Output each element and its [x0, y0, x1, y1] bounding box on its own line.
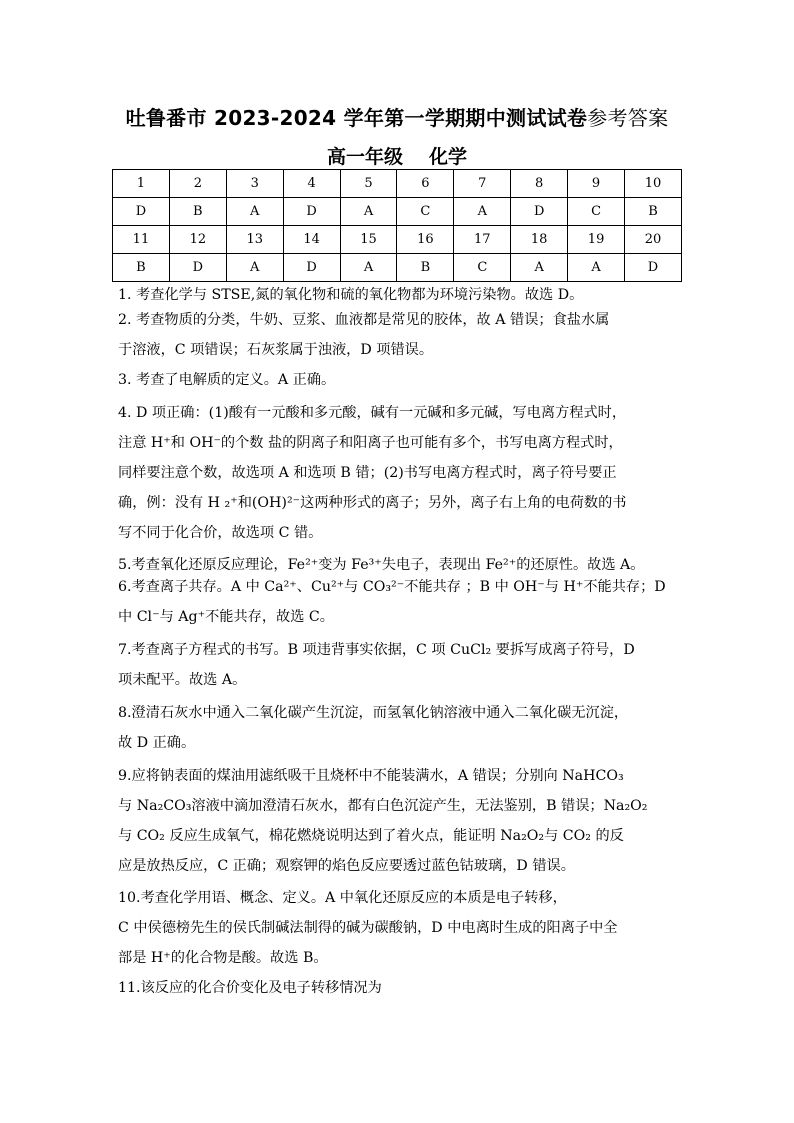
explanation-line: 故 D 正确。 — [118, 735, 196, 751]
question-number-cell: 5 — [340, 170, 397, 198]
explanation-line: 于溶液，C 项错误；石灰浆属于浊液，D 项错误。 — [118, 342, 434, 358]
title-suffix: 参考答案 — [587, 106, 669, 130]
explanation-line: 5.考查氧化还原反应理论，Fe²⁺变为 Fe³⁺失电子，表现出 Fe²⁺的还原性。故选 A。 — [118, 557, 645, 573]
question-number-cell: 14 — [283, 226, 340, 254]
grade-label: 高一年级 — [326, 146, 403, 168]
explanation-line: 7.考查离子方程式的书写。B 项违背事实依据，C 项 CuCl₂ 要拆写成离子符号，D — [118, 642, 635, 658]
question-number-cell: 11 — [113, 226, 170, 254]
explanation-q11 — [118, 973, 693, 1003]
answer-cell: C — [568, 198, 625, 226]
question-number-cell: 20 — [625, 226, 682, 254]
answer-cell: B — [169, 198, 226, 226]
explanation-line: 部是 H⁺的化合物是酸。故选 B。 — [118, 950, 328, 966]
explanation-q8 — [118, 698, 693, 758]
explanation-q10 — [118, 883, 693, 973]
question-number-cell: 16 — [397, 226, 454, 254]
answer-cell: D — [283, 198, 340, 226]
explanation-line: 4. D 项正确：(1)酸有一元酸和多元酸，碱有一元碱和多元碱，写电离方程式时， — [118, 405, 627, 421]
page-title — [0, 102, 794, 131]
question-number-row — [113, 170, 682, 198]
explanation-q3 — [118, 365, 693, 395]
page-subtitle — [0, 142, 794, 169]
question-number-cell: 12 — [169, 226, 226, 254]
explanation-line: 中 Cl⁻与 Ag⁺不能共存，故选 C。 — [118, 609, 334, 625]
question-number-cell: 7 — [454, 170, 511, 198]
question-number-cell: 9 — [568, 170, 625, 198]
answer-cell: B — [397, 254, 454, 282]
answer-table — [112, 169, 682, 282]
answer-cell: A — [226, 198, 283, 226]
explanation-line: 与 Na₂CO₃溶液中滴加澄清石灰水，都有白色沉淀产生，无法鉴别，B 错误；Na₂O₂ — [118, 798, 648, 814]
question-number-cell: 8 — [511, 170, 568, 198]
answer-cell: A — [340, 198, 397, 226]
question-number-cell: 18 — [511, 226, 568, 254]
explanation-line: 与 CO₂ 反应生成氧气，棉花燃烧说明达到了着火点，能证明 Na₂O₂与 CO₂ 的反 — [118, 828, 624, 844]
question-number-cell: 1 — [113, 170, 170, 198]
explanation-line: 写不同于化合价，故选项 C 错。 — [118, 525, 323, 541]
explanation-line: 3. 考查了电解质的定义。A 正确。 — [118, 372, 336, 388]
explanation-q1 — [118, 284, 693, 306]
question-number-cell: 4 — [283, 170, 340, 198]
question-number-cell: 10 — [625, 170, 682, 198]
question-number-cell: 13 — [226, 226, 283, 254]
answer-row — [113, 198, 682, 226]
answer-cell: A — [340, 254, 397, 282]
answer-row — [113, 254, 682, 282]
explanation-line: 2. 考查物质的分类，牛奶、豆浆、血液都是常见的胶体，故 A 错误；食盐水属 — [118, 312, 610, 328]
question-number-cell: 19 — [568, 226, 625, 254]
answer-cell: D — [113, 198, 170, 226]
answer-cell: D — [625, 254, 682, 282]
answer-cell: C — [454, 254, 511, 282]
question-number-cell: 17 — [454, 226, 511, 254]
answer-cell: D — [511, 198, 568, 226]
explanation-line: 项未配平。故选 A。 — [118, 672, 247, 688]
explanation-line: C 中侯德榜先生的侯氏制碱法制得的碱为碳酸钠，D 中电离时生成的阳离子中全 — [118, 920, 618, 936]
answer-cell: D — [169, 254, 226, 282]
answer-cell: A — [454, 198, 511, 226]
explanation-line: 应是放热反应，C 正确；观察钾的焰色反应要透过蓝色钴玻璃，D 错误。 — [118, 858, 575, 874]
explanation-q4 — [118, 398, 693, 548]
explanation-q2 — [118, 305, 693, 365]
answer-cell: B — [113, 254, 170, 282]
explanation-line: 6.考查离子共存。A 中 Ca²⁺、Cu²⁺与 CO₃²⁻不能共存 ；B 中 OH⁻与 H⁺不能共存；D — [118, 579, 666, 595]
explanations — [118, 284, 693, 1003]
subject-label: 化学 — [429, 146, 468, 168]
explanation-line: 同样要注意个数，故选项 A 和选项 B 错；(2)书写电离方程式时，离子符号要正 — [118, 465, 617, 481]
explanation-q7 — [118, 635, 693, 695]
answer-cell: A — [511, 254, 568, 282]
explanation-line: 8.澄清石灰水中通入二氧化碳产生沉淀，而氢氧化钠溶液中通入二氧化碳无沉淀， — [118, 705, 629, 721]
explanation-line: 9.应将钠表面的煤油用滤纸吸干且烧杯中不能装满水，A 错误；分别向 NaHCO₃ — [118, 768, 624, 784]
question-number-row — [113, 226, 682, 254]
explanation-q9 — [118, 761, 693, 881]
question-number-cell: 15 — [340, 226, 397, 254]
answer-cell: A — [568, 254, 625, 282]
explanation-line: 1. 考查化学与 STSE,氮的氧化物和硫的氧化物都为环境污染物。故选 D。 — [118, 287, 584, 303]
explanation-line: 确，例：没有 H ₂⁺和(OH)²⁻这两种形式的离子；另外，离子右上角的电荷数的书 — [118, 495, 627, 511]
question-number-cell: 3 — [226, 170, 283, 198]
answer-cell: D — [283, 254, 340, 282]
title-main: 吐鲁番市 2023-2024 学年第一学期期中测试试卷 — [125, 106, 588, 130]
explanation-line: 11.该反应的化合价变化及电子转移情况为 — [118, 980, 382, 996]
explanation-q6 — [118, 572, 693, 632]
question-number-cell: 6 — [397, 170, 454, 198]
answer-cell: A — [226, 254, 283, 282]
answer-cell: B — [625, 198, 682, 226]
explanation-line: 注意 H⁺和 OH⁻的个数 盐的阴离子和阳离子也可能有多个，书写电离方程式时， — [118, 435, 623, 451]
explanation-line: 10.考查化学用语、概念、定义。A 中氧化还原反应的本质是电子转移， — [118, 890, 567, 906]
question-number-cell: 2 — [169, 170, 226, 198]
answer-cell: C — [397, 198, 454, 226]
